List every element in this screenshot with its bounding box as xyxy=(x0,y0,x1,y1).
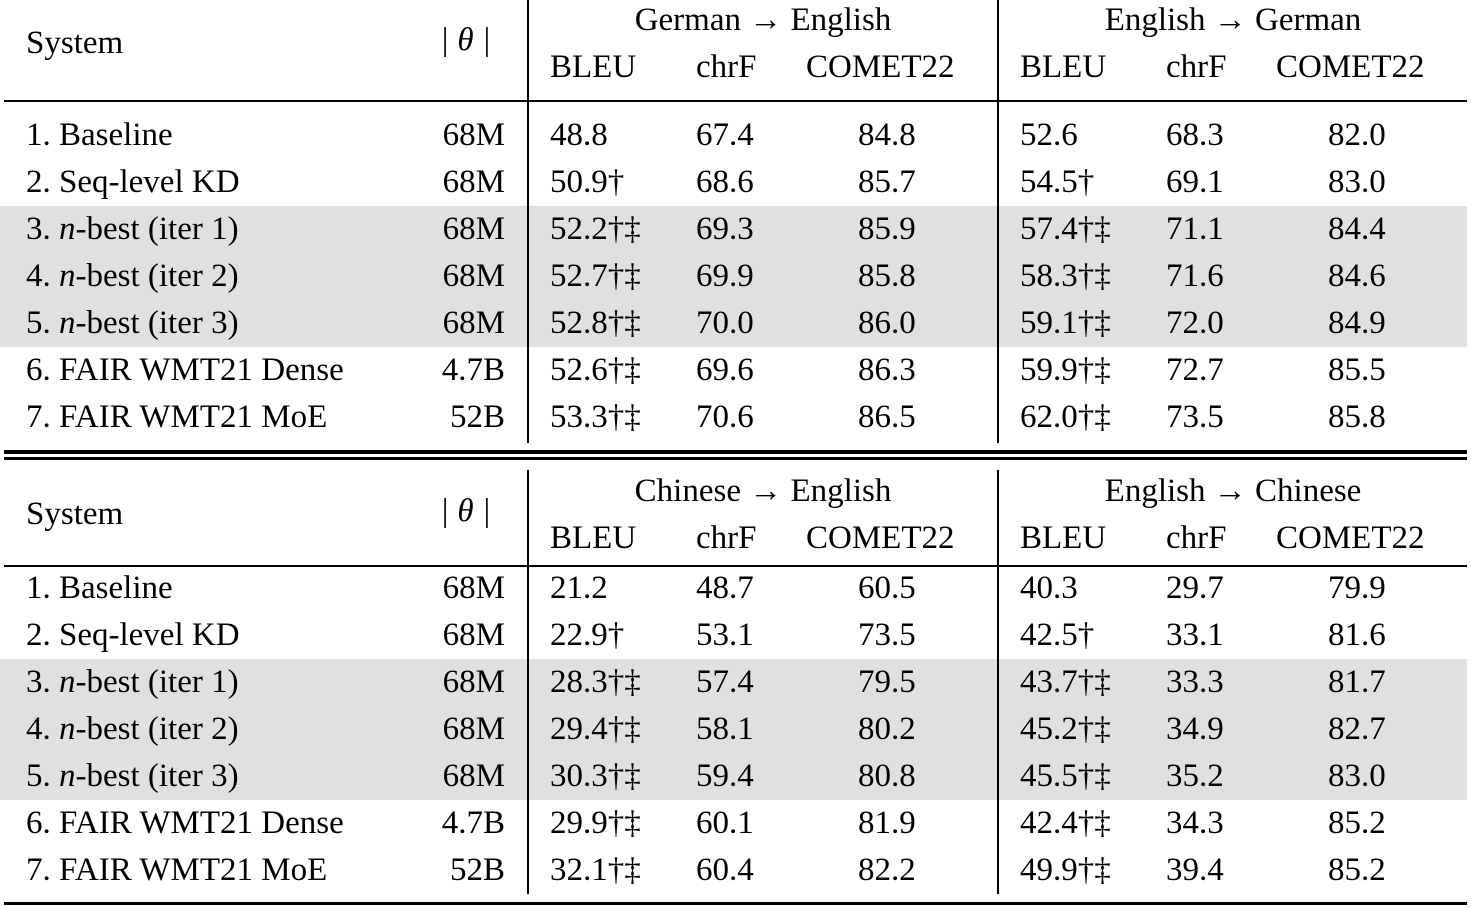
system-name-italic: n xyxy=(59,711,76,747)
system-name: FAIR WMT21 MoE xyxy=(59,399,328,435)
metric-header-chrf: chrF xyxy=(1166,520,1227,556)
row-number: 4. xyxy=(26,711,51,747)
chrf-score-cell: 29.7 xyxy=(1166,570,1224,606)
chrf-score-cell: 67.4 xyxy=(696,117,754,153)
system-name-cell xyxy=(26,300,239,347)
param-count-cell: 68M xyxy=(442,664,505,700)
system-name-italic: n xyxy=(59,258,76,294)
row-number: 5. xyxy=(26,305,51,341)
metric-header-bleu: BLEU xyxy=(550,49,637,85)
column-divider xyxy=(997,0,999,443)
chrf-score-cell: 34.3 xyxy=(1166,805,1224,841)
system-name: -best (iter 1) xyxy=(75,664,239,700)
comet22-score-cell: 85.2 xyxy=(1328,852,1386,888)
comet22-score-cell: 85.8 xyxy=(858,258,916,294)
system-name-cell xyxy=(26,159,240,206)
params-header-text: | θ | xyxy=(440,22,491,58)
metric-header-comet22: COMET22 xyxy=(1276,520,1425,556)
params-column-header xyxy=(440,22,491,59)
comet22-score-cell: 84.4 xyxy=(1328,211,1386,247)
bleu-score-cell: 45.2†‡ xyxy=(1020,711,1111,747)
chrf-score-cell: 39.4 xyxy=(1166,852,1224,888)
metric-header-chrf: chrF xyxy=(1166,49,1227,85)
system-name-cell xyxy=(26,847,327,894)
metric-header-chrf: chrF xyxy=(696,49,757,85)
bottom-rule xyxy=(4,902,1467,905)
row-number: 7. xyxy=(26,399,51,435)
chrf-score-cell: 69.3 xyxy=(696,211,754,247)
bleu-score-cell: 32.1†‡ xyxy=(550,852,641,888)
group-header-en-zh: English → Chinese xyxy=(1104,473,1362,509)
table-row xyxy=(0,112,1467,159)
comet22-score-cell: 79.9 xyxy=(1328,570,1386,606)
comet22-score-cell: 85.2 xyxy=(1328,805,1386,841)
param-count-cell: 68M xyxy=(442,211,505,247)
system-name: FAIR WMT21 MoE xyxy=(59,852,328,888)
bleu-score-cell: 58.3†‡ xyxy=(1020,258,1111,294)
comet22-score-cell: 81.9 xyxy=(858,805,916,841)
system-name-italic: n xyxy=(59,211,76,247)
system-name: Baseline xyxy=(59,570,173,606)
comet22-score-cell: 81.7 xyxy=(1328,664,1386,700)
system-name: -best (iter 3) xyxy=(75,305,239,341)
param-count-cell: 68M xyxy=(442,258,505,294)
metric-header-bleu: BLEU xyxy=(1020,49,1107,85)
system-name-cell xyxy=(26,112,173,159)
table-row xyxy=(0,800,1467,847)
table-row xyxy=(0,847,1467,894)
params-column-header xyxy=(440,493,491,530)
system-name-cell xyxy=(26,753,239,800)
comet22-score-cell: 80.2 xyxy=(858,711,916,747)
system-name: FAIR WMT21 Dense xyxy=(59,352,344,388)
comet22-score-cell: 82.0 xyxy=(1328,117,1386,153)
chrf-score-cell: 35.2 xyxy=(1166,758,1224,794)
metric-header-bleu: BLEU xyxy=(1020,520,1107,556)
system-name-cell xyxy=(26,347,344,394)
param-count-cell: 4.7B xyxy=(441,805,505,841)
system-name-italic: n xyxy=(59,664,76,700)
system-column-header: System xyxy=(26,25,124,61)
row-number: 1. xyxy=(26,570,51,606)
bleu-score-cell: 57.4†‡ xyxy=(1020,211,1111,247)
bleu-score-cell: 53.3†‡ xyxy=(550,399,641,435)
bleu-score-cell: 62.0†‡ xyxy=(1020,399,1111,435)
table-row xyxy=(0,253,1467,300)
comet22-score-cell: 85.9 xyxy=(858,211,916,247)
table-row xyxy=(0,706,1467,753)
chrf-score-cell: 58.1 xyxy=(696,711,754,747)
bleu-score-cell: 42.4†‡ xyxy=(1020,805,1111,841)
bleu-score-cell: 43.7†‡ xyxy=(1020,664,1111,700)
system-name-cell xyxy=(26,394,327,441)
bleu-score-cell: 29.9†‡ xyxy=(550,805,641,841)
table-row xyxy=(0,206,1467,253)
param-count-cell: 52B xyxy=(449,852,505,888)
system-name-cell xyxy=(26,659,239,706)
comet22-score-cell: 60.5 xyxy=(858,570,916,606)
bleu-score-cell: 54.5† xyxy=(1020,164,1095,200)
bleu-score-cell: 50.9† xyxy=(550,164,625,200)
table-row xyxy=(0,612,1467,659)
group-header-zh-en: Chinese → English xyxy=(634,473,892,509)
param-count-cell: 68M xyxy=(442,617,505,653)
system-name-cell xyxy=(26,565,173,612)
chrf-score-cell: 48.7 xyxy=(696,570,754,606)
param-count-cell: 52B xyxy=(449,399,505,435)
column-divider xyxy=(527,470,529,894)
bleu-score-cell: 52.8†‡ xyxy=(550,305,641,341)
comet22-score-cell: 85.5 xyxy=(1328,352,1386,388)
metric-header-chrf: chrF xyxy=(696,520,757,556)
system-name: -best (iter 2) xyxy=(75,711,239,747)
chrf-score-cell: 69.9 xyxy=(696,258,754,294)
param-count-cell: 68M xyxy=(442,570,505,606)
param-count-cell: 4.7B xyxy=(441,352,505,388)
chrf-score-cell: 69.6 xyxy=(696,352,754,388)
chrf-score-cell: 71.6 xyxy=(1166,258,1224,294)
comet22-score-cell: 83.0 xyxy=(1328,758,1386,794)
comet22-score-cell: 82.2 xyxy=(858,852,916,888)
system-name-italic: n xyxy=(59,305,76,341)
metric-header-comet22: COMET22 xyxy=(806,49,955,85)
comet22-score-cell: 85.7 xyxy=(858,164,916,200)
group-header-en-de: English → German xyxy=(1104,2,1362,38)
bleu-score-cell: 52.6†‡ xyxy=(550,352,641,388)
chrf-score-cell: 68.6 xyxy=(696,164,754,200)
chrf-score-cell: 70.0 xyxy=(696,305,754,341)
param-count-cell: 68M xyxy=(442,711,505,747)
chrf-score-cell: 70.6 xyxy=(696,399,754,435)
comet22-score-cell: 84.6 xyxy=(1328,258,1386,294)
chrf-score-cell: 71.1 xyxy=(1166,211,1224,247)
metric-header-bleu: BLEU xyxy=(550,520,637,556)
params-header-text: | θ | xyxy=(440,493,491,529)
table-row xyxy=(0,300,1467,347)
results-table-de-en xyxy=(0,0,1471,450)
table-row xyxy=(0,394,1467,441)
group-header-de-en: German → English xyxy=(634,2,892,38)
comet22-score-cell: 81.6 xyxy=(1328,617,1386,653)
chrf-score-cell: 53.1 xyxy=(696,617,754,653)
bleu-score-cell: 28.3†‡ xyxy=(550,664,641,700)
chrf-score-cell: 60.4 xyxy=(696,852,754,888)
column-divider xyxy=(997,470,999,894)
bleu-score-cell: 59.9†‡ xyxy=(1020,352,1111,388)
chrf-score-cell: 72.0 xyxy=(1166,305,1224,341)
table-row xyxy=(0,753,1467,800)
row-number: 2. xyxy=(26,164,51,200)
chrf-score-cell: 33.1 xyxy=(1166,617,1224,653)
row-number: 5. xyxy=(26,758,51,794)
chrf-score-cell: 72.7 xyxy=(1166,352,1224,388)
system-name-cell xyxy=(26,612,240,659)
system-name: Seq-level KD xyxy=(59,164,240,200)
chrf-score-cell: 69.1 xyxy=(1166,164,1224,200)
row-number: 6. xyxy=(26,805,51,841)
system-name-cell xyxy=(26,706,239,753)
param-count-cell: 68M xyxy=(442,305,505,341)
row-number: 4. xyxy=(26,258,51,294)
system-name-cell xyxy=(26,800,344,847)
system-name: Seq-level KD xyxy=(59,617,240,653)
row-number: 2. xyxy=(26,617,51,653)
table-row xyxy=(0,565,1467,612)
comet22-score-cell: 80.8 xyxy=(858,758,916,794)
column-divider xyxy=(527,0,529,443)
bleu-score-cell: 21.2 xyxy=(550,570,608,606)
chrf-score-cell: 33.3 xyxy=(1166,664,1224,700)
comet22-score-cell: 83.0 xyxy=(1328,164,1386,200)
comet22-score-cell: 73.5 xyxy=(858,617,916,653)
system-name: FAIR WMT21 Dense xyxy=(59,805,344,841)
bleu-score-cell: 22.9† xyxy=(550,617,625,653)
comet22-score-cell: 86.0 xyxy=(858,305,916,341)
metric-header-comet22: COMET22 xyxy=(806,520,955,556)
system-column-header: System xyxy=(26,496,124,532)
param-count-cell: 68M xyxy=(442,758,505,794)
row-number: 6. xyxy=(26,352,51,388)
table-row xyxy=(0,659,1467,706)
table-row xyxy=(0,347,1467,394)
row-number: 3. xyxy=(26,664,51,700)
row-number: 3. xyxy=(26,211,51,247)
bleu-score-cell: 52.2†‡ xyxy=(550,211,641,247)
row-number: 7. xyxy=(26,852,51,888)
row-number: 1. xyxy=(26,117,51,153)
comet22-score-cell: 79.5 xyxy=(858,664,916,700)
bleu-score-cell: 45.5†‡ xyxy=(1020,758,1111,794)
system-name: -best (iter 1) xyxy=(75,211,239,247)
chrf-score-cell: 34.9 xyxy=(1166,711,1224,747)
bleu-score-cell: 30.3†‡ xyxy=(550,758,641,794)
metric-header-comet22: COMET22 xyxy=(1276,49,1425,85)
param-count-cell: 68M xyxy=(442,164,505,200)
comet22-score-cell: 84.9 xyxy=(1328,305,1386,341)
comet22-score-cell: 85.8 xyxy=(1328,399,1386,435)
system-name-cell xyxy=(26,253,239,300)
comet22-score-cell: 84.8 xyxy=(858,117,916,153)
table-row xyxy=(0,159,1467,206)
bleu-score-cell: 59.1†‡ xyxy=(1020,305,1111,341)
chrf-score-cell: 73.5 xyxy=(1166,399,1224,435)
chrf-score-cell: 57.4 xyxy=(696,664,754,700)
bleu-score-cell: 52.7†‡ xyxy=(550,258,641,294)
bleu-score-cell: 40.3 xyxy=(1020,570,1078,606)
bleu-score-cell: 42.5† xyxy=(1020,617,1095,653)
results-table-zh-en xyxy=(0,460,1471,908)
param-count-cell: 68M xyxy=(442,117,505,153)
bleu-score-cell: 29.4†‡ xyxy=(550,711,641,747)
bleu-score-cell: 48.8 xyxy=(550,117,608,153)
chrf-score-cell: 60.1 xyxy=(696,805,754,841)
system-name: Baseline xyxy=(59,117,173,153)
bleu-score-cell: 49.9†‡ xyxy=(1020,852,1111,888)
bleu-score-cell: 52.6 xyxy=(1020,117,1078,153)
table-separator-rule xyxy=(4,450,1467,454)
header-rule xyxy=(4,100,1467,102)
comet22-score-cell: 82.7 xyxy=(1328,711,1386,747)
comet22-score-cell: 86.5 xyxy=(858,399,916,435)
system-name: -best (iter 3) xyxy=(75,758,239,794)
chrf-score-cell: 68.3 xyxy=(1166,117,1224,153)
system-name-italic: n xyxy=(59,758,76,794)
system-name: -best (iter 2) xyxy=(75,258,239,294)
comet22-score-cell: 86.3 xyxy=(858,352,916,388)
system-name-cell xyxy=(26,206,239,253)
chrf-score-cell: 59.4 xyxy=(696,758,754,794)
